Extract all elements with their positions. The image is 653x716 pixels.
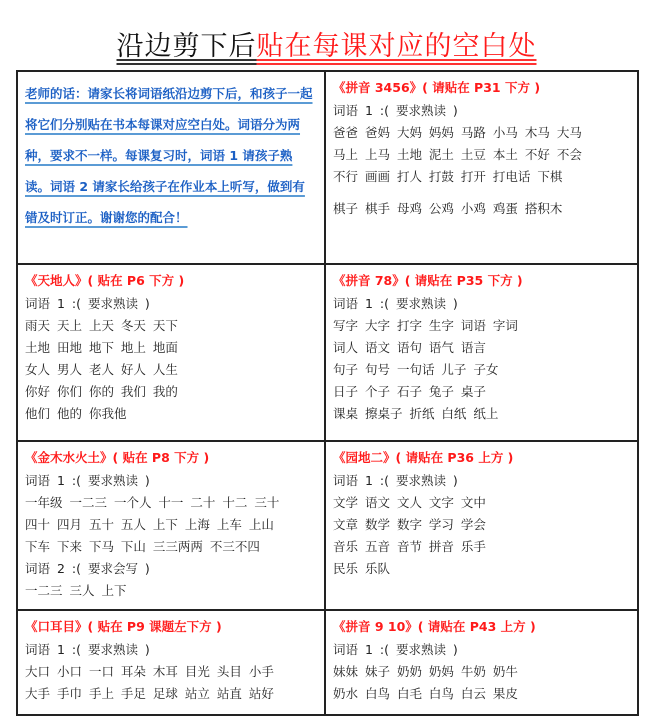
word-line: 棋子 棋手 母鸡 公鸡 小鸡 鸡蛋 搭积木	[333, 201, 563, 216]
section-pinyin-3456	[325, 71, 638, 264]
section-title: 《口耳目》( 贴在 P9 课题左下方 )	[25, 619, 222, 634]
words-label-1: 词语 1 :( 要求熟读 )	[333, 473, 458, 488]
word-line: 句子 句号 一句话 儿子 子女	[333, 362, 499, 377]
word-line: 四十 四月 五十 五人 上下 上海 上车 上山	[25, 517, 274, 532]
word-line: 妹妹 妹子 奶奶 奶妈 牛奶 奶牛	[333, 664, 518, 679]
table-row	[17, 610, 638, 715]
section-jinmushuihuotu	[17, 441, 325, 610]
word-line: 大手 手巾 手上 手足 足球 站立 站直 站好	[25, 686, 274, 701]
word-line: 一年级 一二三 一个人 十一 二十 十二 三十	[25, 495, 280, 510]
words-label-1: 词语 1 :( 要求熟读 )	[333, 642, 458, 657]
words-label-1: 词语 1 :( 要求熟读 )	[25, 296, 150, 311]
word-line: 民乐 乐队	[333, 561, 390, 576]
section-title: 《园地二》( 请贴在 P36 上方 )	[333, 450, 514, 465]
section-title: 《拼音 3456》( 请贴在 P31 下方 )	[333, 80, 541, 95]
words-label-1: 词语 1 :( 要求熟读 )	[333, 296, 458, 311]
table-row	[17, 441, 638, 610]
title-black-part: 沿边剪下后	[116, 31, 257, 62]
words-label-2: 词语 2 :( 要求会写 )	[25, 561, 150, 576]
section-title: 《拼音 78》( 请贴在 P35 下方 )	[333, 273, 523, 288]
section-pinyin-78	[325, 264, 638, 441]
table-row	[17, 71, 638, 264]
section-pinyin-910	[325, 610, 638, 715]
word-line: 日子 个子 石子 兔子 桌子	[333, 384, 486, 399]
section-title: 《拼音 9 10》( 请贴在 P43 上方 )	[333, 619, 536, 634]
word-line: 不行 画画 打人 打鼓 打开 打电话 下棋	[333, 169, 563, 184]
words-label-1: 词语 1 :( 要求熟读 )	[25, 473, 150, 488]
word-line: 女人 男人 老人 好人 人生	[25, 362, 178, 377]
title-red-part: 贴在每课对应的空白处	[256, 31, 537, 62]
word-line: 大口 小口 一口 耳朵 木耳 目光 头目 小手	[25, 664, 274, 679]
word-line: 土地 田地 地下 地上 地面	[25, 340, 178, 355]
word-line: 下车 下来 下马 下山 三三两两 不三不四	[25, 539, 260, 554]
section-kouermu	[17, 610, 325, 715]
words-label-1: 词语 1 :( 要求熟读 )	[25, 642, 150, 657]
table-row	[17, 264, 638, 441]
word-line: 词人 语文 语句 语气 语言	[333, 340, 486, 355]
word-line: 你好 你们 你的 我们 我的	[25, 384, 178, 399]
section-title: 《金木水火土》( 贴在 P8 下方 )	[25, 450, 210, 465]
word-line: 他们 他的 你我他	[25, 406, 127, 421]
word-list-table	[16, 70, 639, 716]
word-line: 文学 语文 文人 文字 文中	[333, 495, 486, 510]
section-tiandiren	[17, 264, 325, 441]
page-title	[0, 30, 653, 64]
word-line: 一二三 三人 上下	[25, 583, 127, 598]
teacher-note-cell	[17, 71, 325, 264]
section-yuandi-2	[325, 441, 638, 610]
section-title: 《天地人》( 贴在 P6 下方 )	[25, 273, 185, 288]
word-line: 写字 大字 打字 生字 词语 字词	[333, 318, 518, 333]
word-line: 雨天 天上 上天 冬天 天下	[25, 318, 178, 333]
teacher-note: 老师的话：请家长将词语纸沿边剪下后，和孩子一起将它们分别贴在书本每课对应空白处。词语分为两种，要求不一样。每课复习时，词语 1 请孩子熟读。词语 2 请家长给孩子在作业本上听写，做到有错及时订正。谢谢您的配合！	[25, 86, 313, 225]
word-line: 文章 数学 数字 学习 学会	[333, 517, 486, 532]
word-line: 音乐 五音 音节 拼音 乐手	[333, 539, 486, 554]
words-label-1: 词语 1 :( 要求熟读 )	[333, 103, 458, 118]
word-line: 课桌 擦桌子 折纸 白纸 纸上	[333, 406, 499, 421]
word-line: 奶水 白鸟 白毛 白鸟 白云 果皮	[333, 686, 518, 701]
word-line: 爸爸 爸妈 大妈 妈妈 马路 小马 木马 大马	[333, 125, 582, 140]
word-line: 马上 上马 土地 泥土 土豆 本土 不好 不会	[333, 147, 582, 162]
